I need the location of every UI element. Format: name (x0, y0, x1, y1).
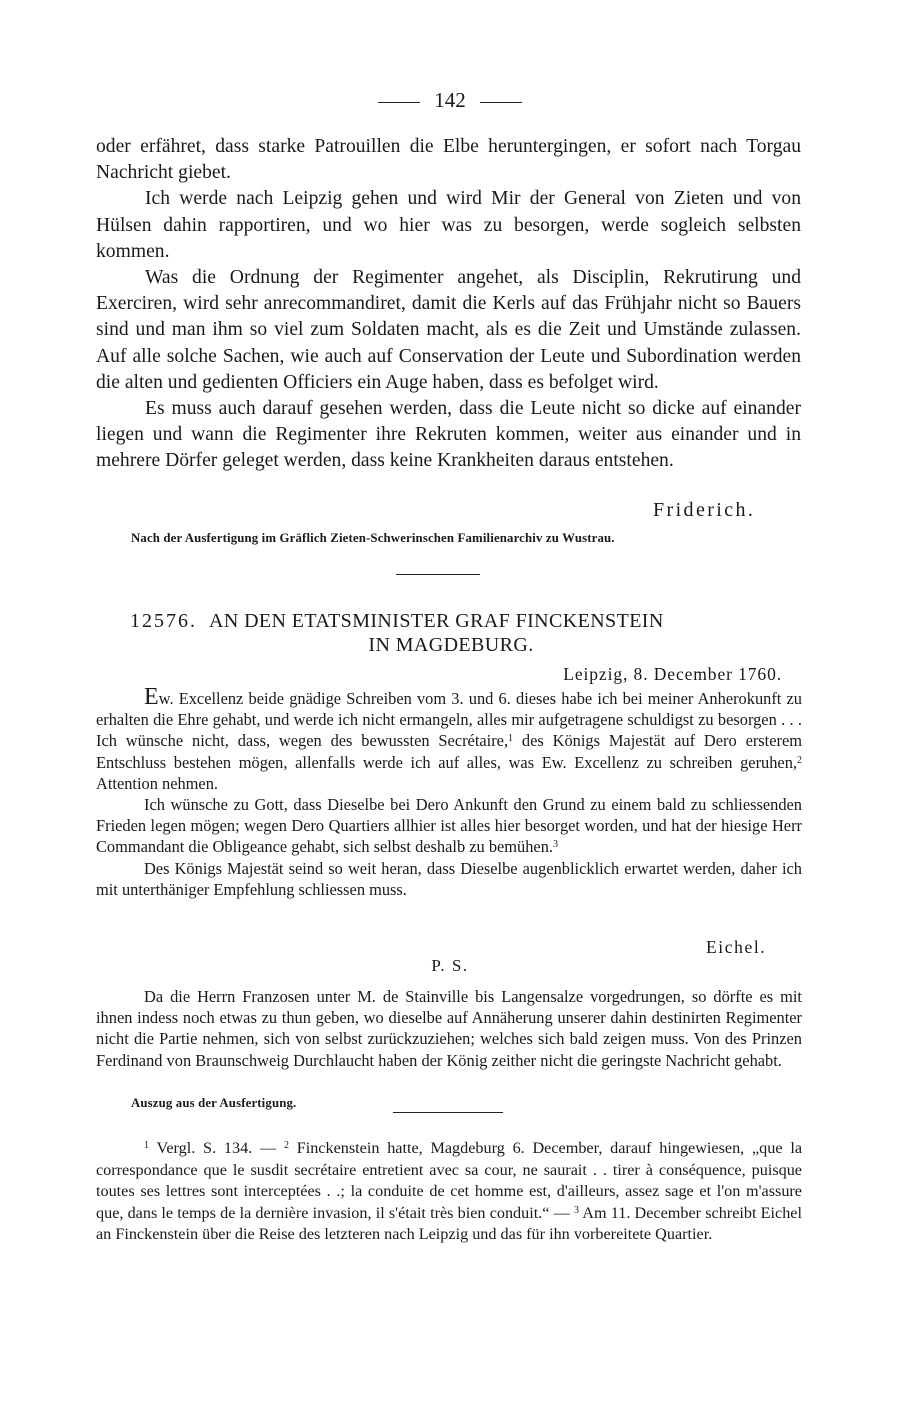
document-title-line1: AN DEN ETATSMINISTER GRAF FINCKENSTEIN (209, 610, 664, 632)
footnote-text: $^1$ Vergl. S. 134. — $^2$ Finckenstein hatte, Magdeburg 6. December, darauf hingewiesen, „que la correspondance que le susdit secrétaire entretient avec sa cour, ne saurait . . tirer à conséquence, puisque toutes ses lettres sont interceptées . .; la conduite de cet homme est, d'ailleurs, assez sage et l'on m'assure que, dans le temps de la dernière invasion, il s'était très bien conduit.“ — $^3$ Am 11. December schreibt Eichel an Finckenstein über die Reise des letzteren nach Leipzig und das für ihn vorbereitete Quartier. (96, 1139, 802, 1244)
document-title-line2: IN MAGDEBURG. (368, 634, 534, 656)
source-note: Auszug aus der Ausfertigung. (131, 1096, 297, 1110)
section-divider (396, 574, 480, 575)
footnote-mark: 1 (144, 1140, 149, 1151)
paragraph: Des Königs Majestät seind so weit heran, dass Dieselbe augenblicklich erwartet werden, daher ich mit unterthäniger Empfehlung schliessen muss. (96, 858, 802, 899)
letter-body (96, 684, 802, 900)
footnote-ref: 2 (797, 754, 802, 766)
page-header (0, 88, 900, 113)
footnote-ref: 1 (508, 733, 514, 745)
footnote-mark: 3 (574, 1204, 580, 1216)
paragraph: Es muss auch darauf gesehen werden, dass die Leute nicht so dicke auf einander liegen und wann die Regimenter ihre Rekruten kommen, weiter aus einander und in mehrere Dörfer geleget werden, dass keine Krankheiten daraus entstehen. (96, 398, 801, 472)
source-note: Nach der Ausfertigung im Gräflich Zieten-Schwerinschen Familienarchiv zu Wustrau. (131, 531, 615, 545)
footnotes (96, 1138, 802, 1246)
initial-letter: E (144, 684, 159, 710)
paragraph: Da die Herrn Franzosen unter M. de Stainville bis Langensalze vorgedrungen, so dörfte es mit ihnen indess noch etwas zu thun geben, wo dieselbe auf Annäherung unserer dahin destinirten Regimenter nicht die Partie nehmen, sich von selbst zurückzuziehen; welches sich bald zeigen muss. Von des Prinzen Ferdinand von Braunschweig Durchlaucht haben der König zeither nicht die geringste Nachricht gehabt. (96, 987, 802, 1070)
postscript-label: P. S. (431, 956, 469, 975)
paragraph: oder erfähret, dass starke Patrouillen die Elbe heruntergingen, er sofort nach Torgau Nachricht giebet. (96, 136, 801, 184)
footnote-divider (393, 1112, 503, 1113)
signature-friderich: Friderich. (653, 499, 756, 521)
header-rule-left (378, 102, 420, 103)
page-number: 142 (434, 88, 466, 112)
paragraph: Ich werde nach Leipzig gehen und wird Mir der General von Zieten und von Hülsen dahin rapportiren, und wo hier was zu besorgen, werde sogleich selbsten kommen. (96, 188, 801, 262)
header-rule-right (480, 102, 522, 103)
paragraph: Was die Ordnung der Regimenter angehet, als Disciplin, Rekrutirung und Exerciren, wird sehr anrecommandiret, damit die Kerls auf das Frühjahr nicht so Bauers sind und man ihm so viel zum Soldaten macht, als es die Zeit und Umstände zulassen. Auf alle solche Sachen, wie auch auf Conservation der Leute und Subordination werden die alten und gedienten Officiers ein Auge haben, dass es befolget wird. (96, 267, 801, 393)
continuation-text (96, 134, 801, 475)
dateline: Leipzig, 8. December 1760. (563, 664, 782, 684)
footnote-ref: 3 (553, 839, 558, 851)
postscript-body (96, 986, 802, 1071)
paragraph: Ich wünsche zu Gott, dass Dieselbe bei Dero Ankunft den Grund zu einem bald zu schliessenden Frieden legen mögen; wegen Dero Quartiers allhier ist alles hier besorget worden, und hat der hiesige Herr Commandant die Obligeance gehabt, sich selbst deshalb zu bemühen.$^3$ (96, 795, 802, 857)
footnote-mark: 2 (283, 1140, 289, 1151)
document-heading (130, 609, 790, 657)
signature-eichel: Eichel. (706, 937, 767, 957)
document-number: 12576. (130, 610, 197, 632)
paragraph: Ew. Excellenz beide gnädige Schreiben vom 3. und 6. dieses habe ich bei meiner Anherokunft zu erhalten die Ehre gehabt, und werde ich nicht ermangeln, alles mir aufgetragene schuldigst zu besorgen . . . Ich wünsche nicht, dass, wegen des bewussten Secrétaire,$^1$ des Königs Majestät auf Dero ersterem Entschluss bestehen mögen, allenfalls werde ich auf alles, was Ew. Excellenz zu schreiben geruhen,$^2$ Attention nehmen. (96, 684, 802, 793)
